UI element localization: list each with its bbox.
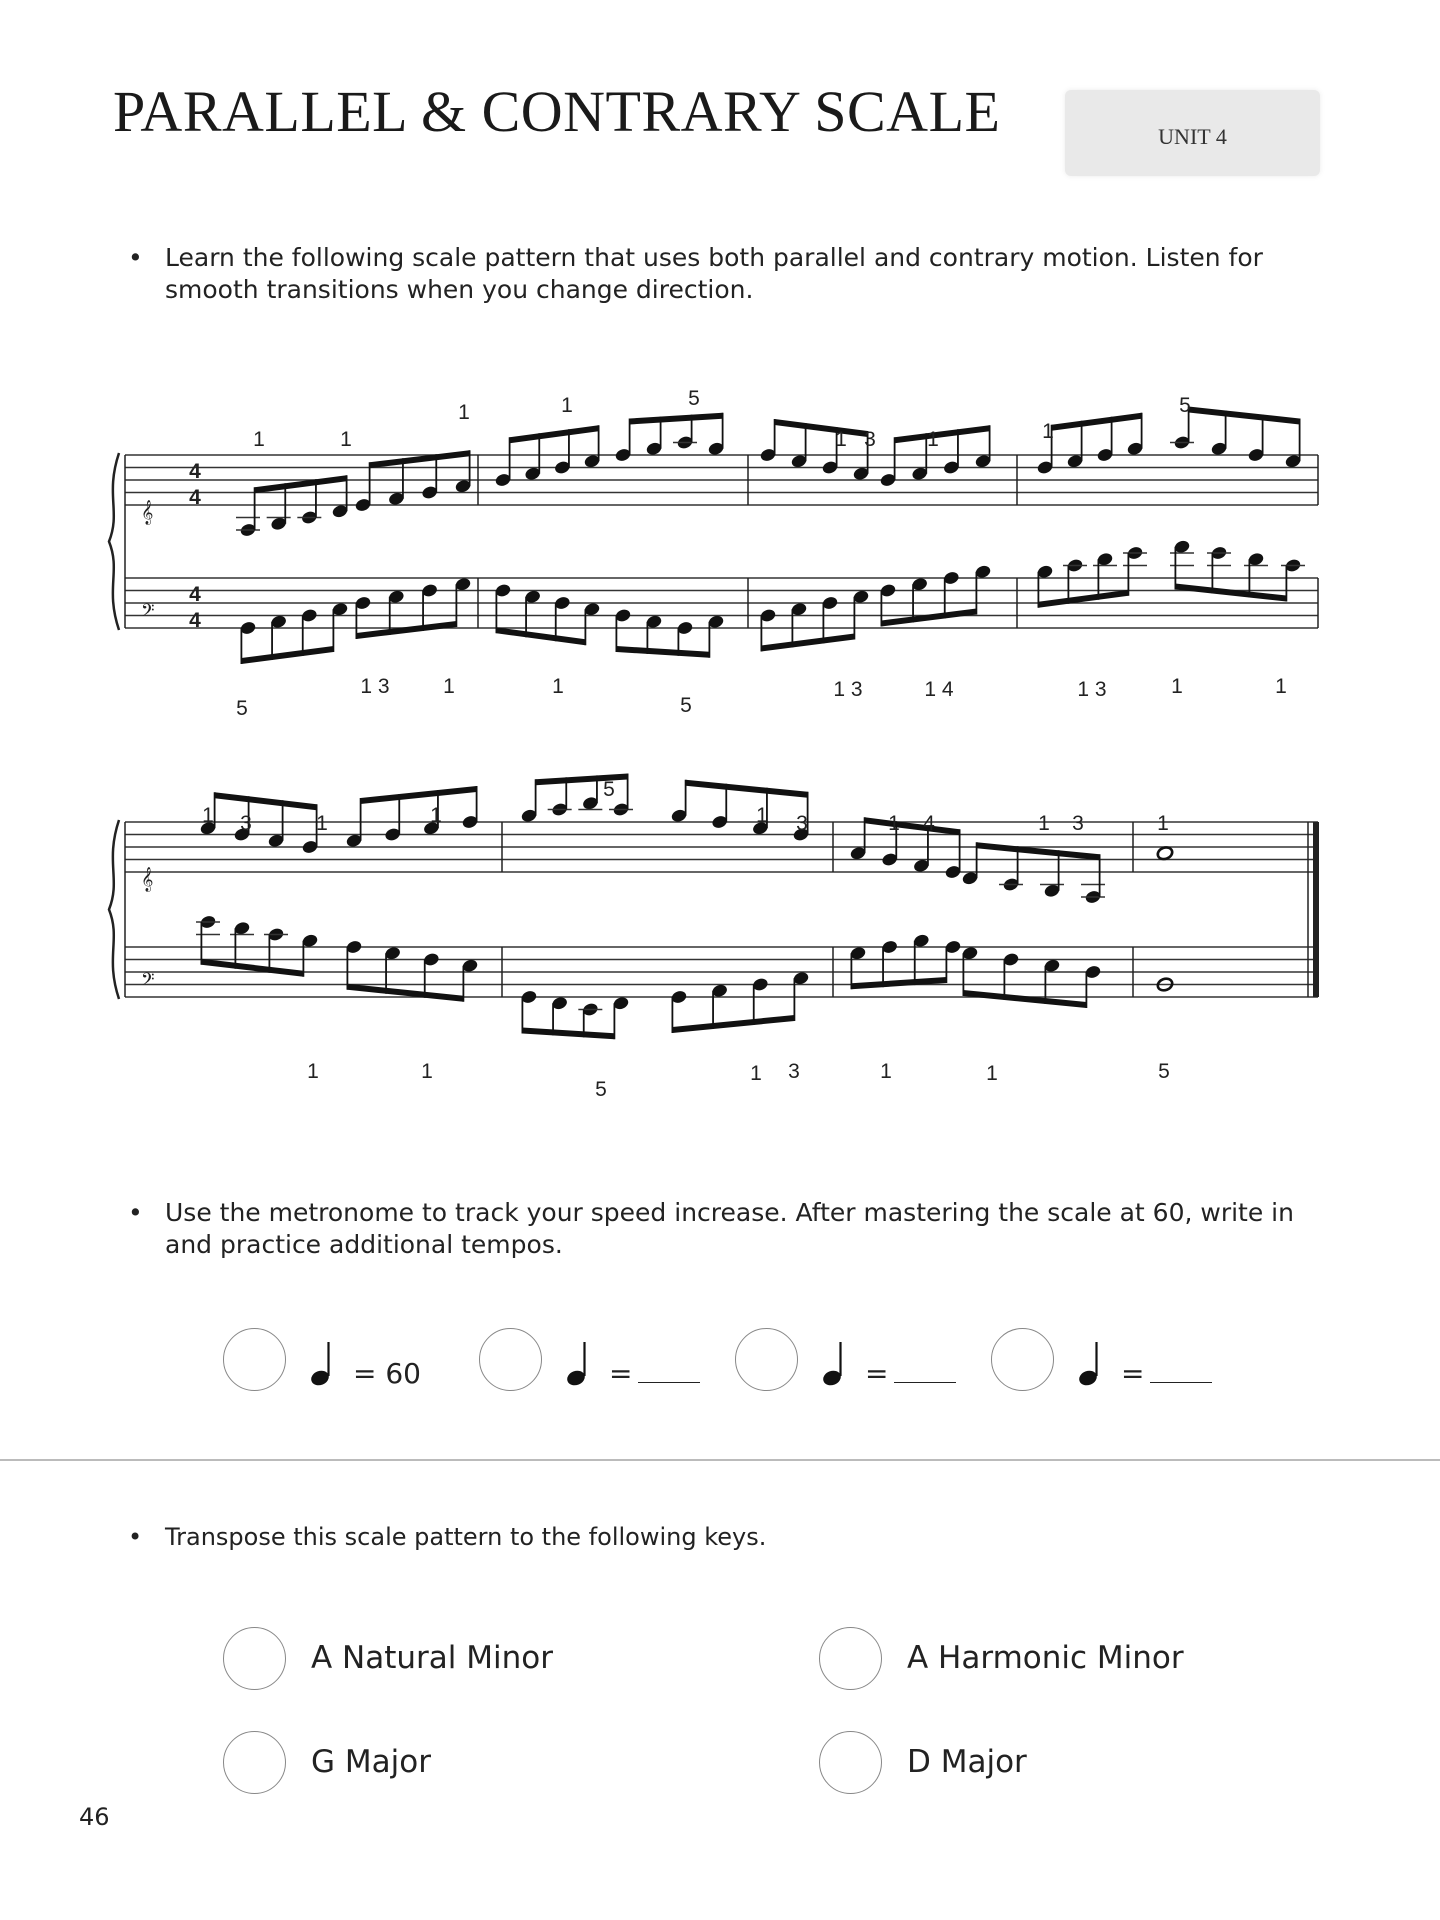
tempo-checkbox-1[interactable] [223, 1328, 286, 1391]
beam [522, 1028, 614, 1040]
tempo-checkbox-4[interactable] [991, 1328, 1054, 1391]
tempo-row [0, 1325, 1440, 1395]
note-heads [196, 435, 1305, 1018]
tempo-checkbox-2[interactable] [479, 1328, 542, 1391]
treble-fingering: 1 [1157, 812, 1169, 835]
treble-fingering: 1 [430, 804, 442, 827]
section-divider [0, 1459, 1440, 1461]
bass-fingering: 1 3 [833, 678, 863, 701]
treble-fingering: 1 [1038, 812, 1050, 835]
beam [865, 817, 960, 835]
key-checkbox[interactable] [819, 1627, 882, 1690]
equals-sign: = [609, 1357, 633, 1390]
beam [775, 419, 868, 437]
beam [977, 842, 1100, 860]
treble-fingering: 1 [340, 428, 352, 451]
bass-fingering: 5 [1158, 1060, 1170, 1083]
treble-fingering: 1 [1042, 420, 1054, 443]
treble-fingering: 5 [1179, 394, 1191, 417]
quarter-note-icon [566, 1339, 592, 1389]
bass-fingering: 1 3 [1077, 678, 1107, 701]
bullet-dot: • [128, 1523, 143, 1551]
beam [672, 1015, 794, 1033]
beam [630, 413, 723, 425]
treble-fingering: 1 [888, 812, 900, 835]
key-label: A Natural Minor [311, 1640, 553, 1676]
bass-fingering: 5 [595, 1078, 607, 1101]
beam [496, 627, 585, 645]
bass-fingering: 3 [788, 1060, 800, 1083]
quarter-note-icon [822, 1339, 848, 1389]
page-number: 46 [79, 1803, 110, 1831]
treble-fingering: 1 [316, 812, 328, 835]
bass-fingering: 1 3 [360, 675, 390, 698]
unit-label: UNIT 4 [1158, 124, 1227, 149]
grand-staff-brace [109, 453, 119, 630]
equals-sign: = [1121, 1357, 1145, 1390]
tempo-blank[interactable] [638, 1360, 700, 1383]
bass-fingering: 1 [1275, 675, 1287, 698]
tempo-value-1: = 60 [353, 1357, 421, 1390]
instruction-text: Transpose this scale pattern to the following keys. [165, 1523, 767, 1551]
treble-time-sig-bottom: 4 [189, 486, 201, 509]
treble-fingering: 3 [1072, 812, 1084, 835]
bass-fingering: 1 4 [924, 678, 954, 701]
bass-fingering: 1 [750, 1062, 762, 1085]
instruction-text: Use the metronome to track your speed increase. After mastering the scale at 60, write in and practice additional tempos. [165, 1198, 1294, 1259]
key-option-a-harmonic-minor[interactable] [819, 1627, 1239, 1693]
beam [215, 792, 317, 810]
treble-fingering: 1 [756, 804, 768, 827]
tempo-blank[interactable] [894, 1360, 956, 1383]
bass-fingering: 1 [880, 1060, 892, 1083]
bass-clef: 𝄢 [141, 970, 155, 994]
beam [356, 621, 456, 639]
bullet-dot: • [128, 243, 143, 272]
key-option-g-major[interactable] [223, 1731, 643, 1797]
bass-fingering: 1 [307, 1060, 319, 1083]
bass-fingering: 1 [552, 675, 564, 698]
quarter-note-icon [1078, 1339, 1104, 1389]
equals-sign: = [865, 1357, 889, 1390]
tempo-field-3[interactable] [865, 1357, 956, 1390]
bass-fingering: 5 [236, 697, 248, 720]
beam [616, 646, 709, 658]
treble-fingering: 1 [202, 804, 214, 827]
beam [761, 634, 854, 652]
bass-time-sig-top: 4 [189, 583, 201, 606]
treble-fingering: 3 [864, 428, 876, 451]
beam [1038, 590, 1128, 608]
key-option-a-natural-minor[interactable] [223, 1627, 643, 1693]
instruction-text: Learn the following scale pattern that uses both parallel and contrary motion. Listen for smooth transitions when you change direction. [165, 243, 1263, 304]
barlines [125, 455, 1318, 997]
key-option-d-major[interactable] [819, 1731, 1239, 1797]
note-head [1156, 845, 1174, 861]
instruction-2 [128, 1197, 1328, 1267]
page-title: PARALLEL & CONTRARY SCALE [113, 79, 1001, 144]
key-checkbox[interactable] [223, 1731, 286, 1794]
bass-fingering: 1 [986, 1062, 998, 1085]
beam [347, 984, 463, 1002]
treble-fingering: 5 [603, 778, 615, 801]
treble-clef: 𝄞 [141, 868, 154, 891]
tempo-field-2[interactable] [609, 1357, 700, 1390]
bullet-dot: • [128, 1198, 143, 1227]
bass-clef: 𝄢 [141, 601, 155, 625]
staff-lines [125, 455, 1318, 997]
beam [370, 450, 470, 468]
treble-fingering: 5 [688, 387, 700, 410]
key-label: A Harmonic Minor [907, 1640, 1184, 1676]
beam [1189, 407, 1300, 425]
treble-fingering: 1 [253, 428, 265, 451]
treble-fingering: 4 [923, 812, 935, 835]
grand-staff-brace [109, 820, 119, 999]
bass-time-sig-bottom: 4 [189, 609, 201, 632]
bass-fingering: 5 [680, 694, 692, 717]
bass-fingering: 1 [443, 675, 455, 698]
beam [361, 786, 477, 804]
key-label: D Major [907, 1744, 1027, 1780]
fingering-numbers [202, 387, 1287, 1101]
beam [255, 475, 347, 493]
key-label: G Major [311, 1744, 431, 1780]
beam [881, 609, 976, 627]
beam [241, 646, 333, 664]
instruction-3 [128, 1521, 1328, 1561]
treble-fingering: 1 [835, 428, 847, 451]
clefs [141, 500, 155, 994]
bass-fingering: 1 [1171, 675, 1183, 698]
beam [1052, 413, 1142, 431]
treble-fingering: 1 [561, 394, 573, 417]
tempo-blank[interactable] [1150, 1360, 1212, 1383]
treble-fingering: 3 [240, 812, 252, 835]
time-signatures [189, 460, 201, 632]
beam [963, 990, 1086, 1008]
beam [686, 780, 808, 798]
tempo-field-4[interactable] [1121, 1357, 1212, 1390]
quarter-note-icon [310, 1339, 336, 1389]
treble-clef: 𝄞 [141, 501, 154, 524]
key-checkbox[interactable] [819, 1731, 882, 1794]
treble-fingering: 3 [796, 812, 808, 835]
beam [1175, 584, 1286, 602]
tempo-checkbox-3[interactable] [735, 1328, 798, 1391]
key-checkbox[interactable] [223, 1627, 286, 1690]
beam [201, 959, 303, 977]
system-braces [109, 453, 119, 999]
treble-fingering: 1 [458, 401, 470, 424]
beam [851, 977, 946, 989]
beam [895, 425, 990, 443]
bass-fingering: 1 [421, 1060, 433, 1083]
beam [510, 425, 599, 443]
treble-time-sig-top: 4 [189, 460, 201, 483]
treble-fingering: 1 [927, 428, 939, 451]
